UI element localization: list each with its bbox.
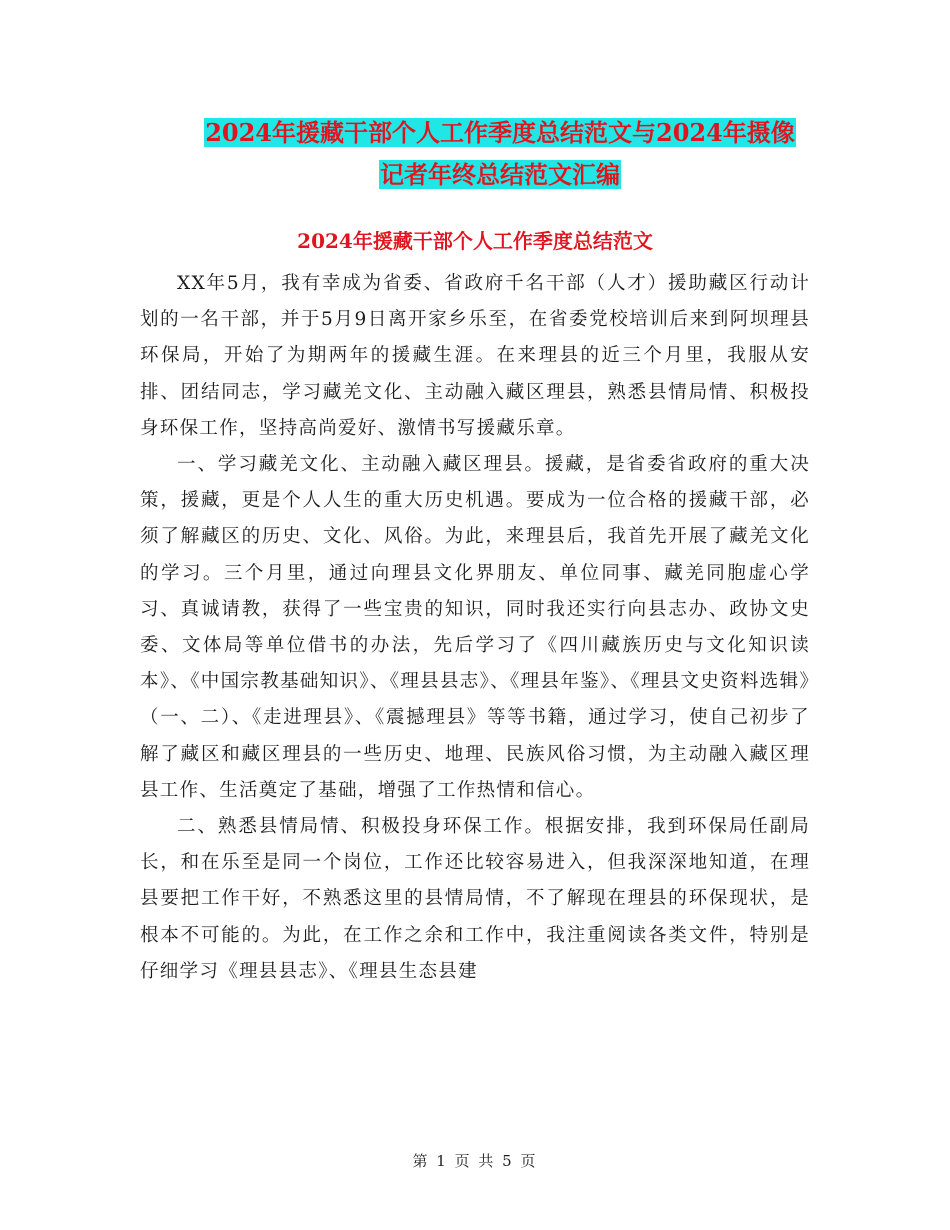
- page-number-footer: 第 1 页 共 5 页: [412, 1152, 538, 1170]
- document-title-line-2: 记者年终总结范文汇编: [380, 160, 620, 189]
- section-title: 2024年援藏干部个人工作季度总结范文: [297, 229, 653, 253]
- paragraph-intro: XX年5月，我有幸成为省委、省政府千名干部（人才）援助藏区行动计划的一名干部，并于5月9日离开家乡乐至，在省委党校培训后来到阿坝理县环保局，开始了为期两年的援藏生涯。在来理县的近三个月里，我服从安排、团结同志，学习藏羌文化、主动融入藏区理县，熟悉县情局情、积极投身环保工作，坚持高尚爱好、激情书写援藏乐章。: [140, 273, 810, 439]
- document-title-line-1: 2024年援藏干部个人工作季度总结范文与2024年摄像: [205, 118, 795, 147]
- document-title: [140, 112, 860, 196]
- document-body: [140, 266, 810, 990]
- paragraph-culture: 一、学习藏羌文化、主动融入藏区理县。援藏，是省委省政府的重大决策，援藏，更是个人人生的重大历史机遇。要成为一位合格的援藏干部，必须了解藏区的历史、文化、风俗。为此，来理县后，我首先开展了藏羌文化的学习。三个月里，通过向理县文化界朋友、单位同事、藏羌同胞虚心学习、真诚请教，获得了一些宝贵的知识，同时我还实行向县志办、政协文史委、文体局等单位借书的办法，先后学习了《四川藏族历史与文化知识读本》、《中国宗教基础知识》、《理县县志》、《理县年鉴》、《理县文史资料选辑》（一、二）、《走进理县》、《震撼理县》等等书籍，通过学习，使自己初步了解了藏区和藏区理县的一些历史、地理、民族风俗习惯，为主动融入藏区理县工作、生活奠定了基础，增强了工作热情和信心。: [140, 454, 810, 801]
- paragraph-work: 二、熟悉县情局情、积极投身环保工作。根据安排，我到环保局任副局长，和在乐至是同一个岗位，工作还比较容易进入，但我深深地知道，在理县要把工作干好，不熟悉这里的县情局情，不了解现在理县的环保现状，是根本不可能的。为此，在工作之余和工作中，我注重阅读各类文件，特别是仔细学习《理县县志》、《理县生态县建: [140, 816, 810, 982]
